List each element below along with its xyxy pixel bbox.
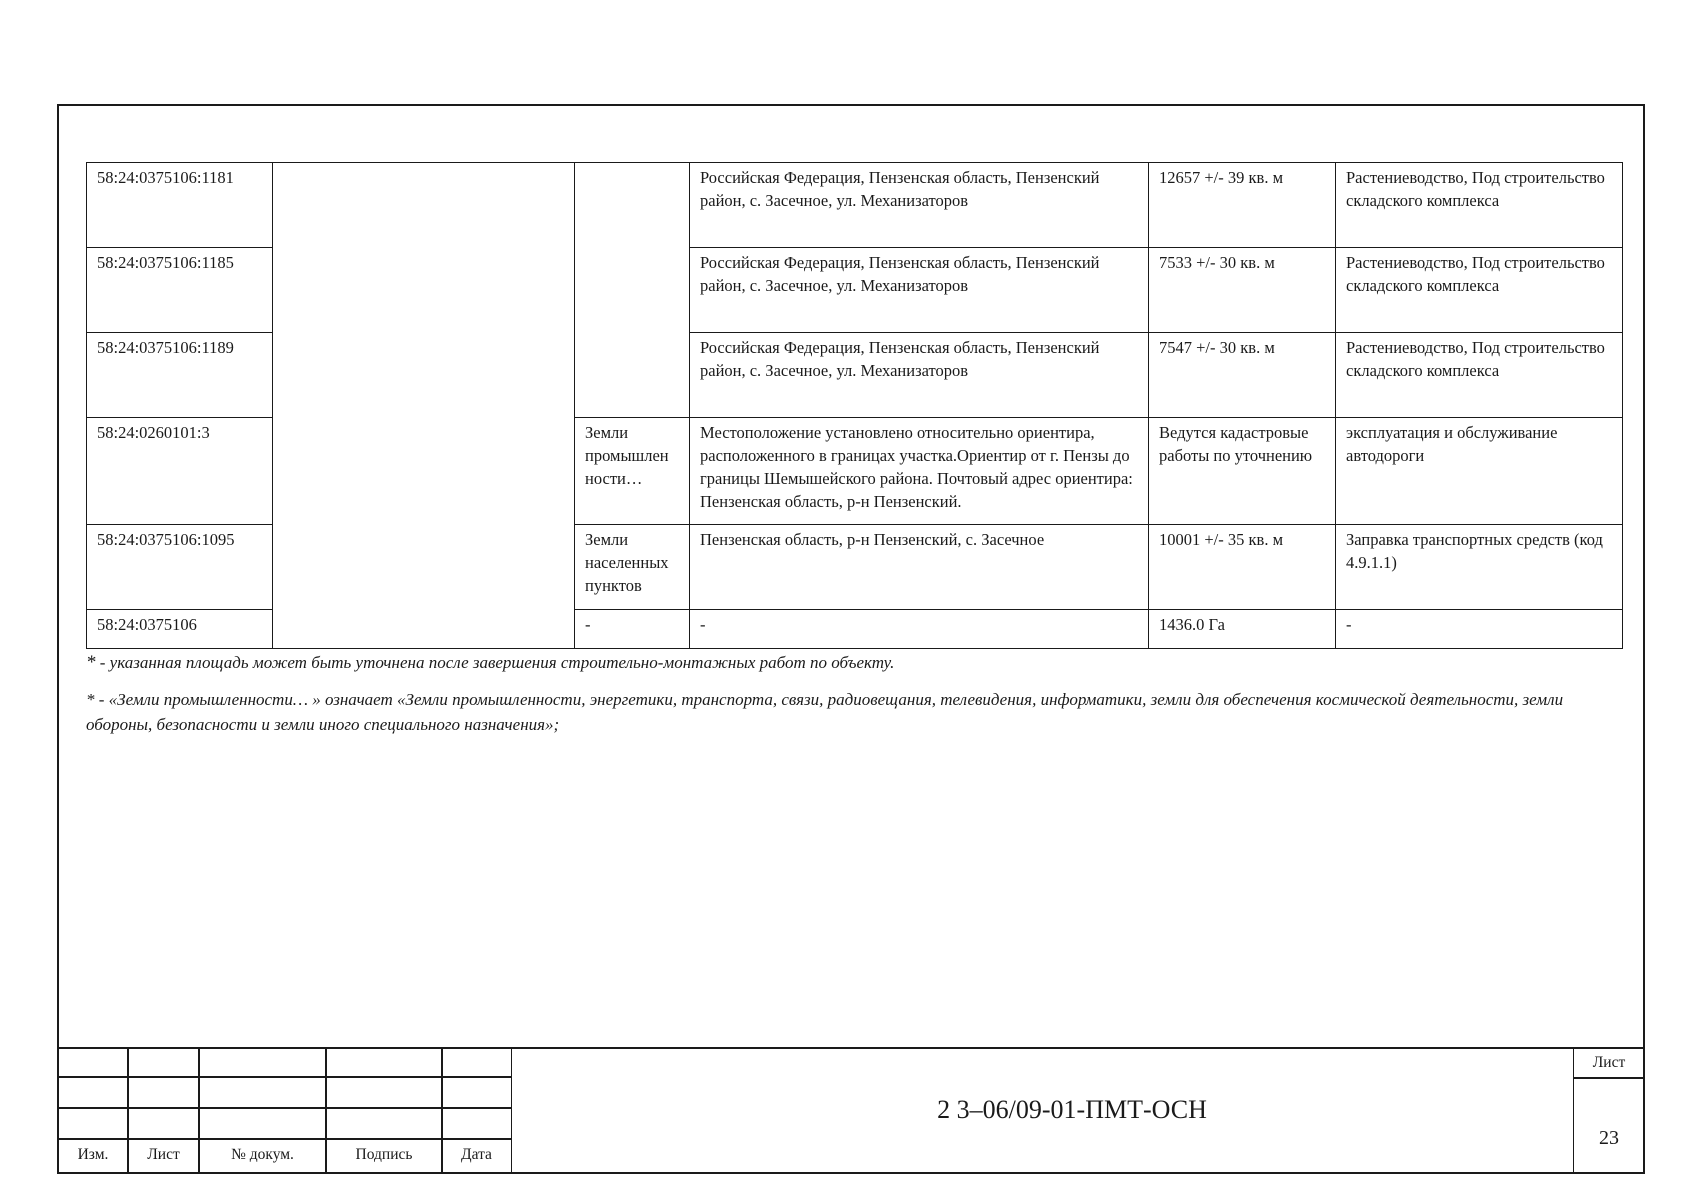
address: Местоположение установлено относительно ориентира, расположенного в границах участка.Ориентир от г. Пензы до границы Шемышейского района. Почтовый адрес ориентира: Пензенская область, р-н Пензенский. [690,418,1149,525]
stamp-cell [127,1047,200,1078]
cadastral-number: 58:24:0375106:1185 [87,248,273,333]
area: 10001 +/- 35 кв. м [1149,525,1336,610]
stamp-cell [441,1076,512,1109]
stamp-cell [57,1107,129,1140]
permitted-use: - [1336,610,1623,649]
permitted-use: эксплуатация и обслуживание автодороги [1336,418,1623,525]
sheet-number: 23 [1599,1127,1619,1149]
cadastral-number: 58:24:0375106 [87,610,273,649]
stamp-cell [57,1047,129,1078]
sheet-label: Лист [1592,1054,1626,1071]
land-category: Земли населенных пунктов [575,525,690,610]
land-category: Земли промышлен ности… [575,418,690,525]
cadastral-number: 58:24:0375106:1189 [87,333,273,418]
address: Российская Федерация, Пензенская область, Пензенский район, с. Засечное, ул. Механизаторов [690,248,1149,333]
permitted-use: Заправка транспортных средств (код 4.9.1.1) [1336,525,1623,610]
footnote-area [86,650,1616,675]
cadastral-number: 58:24:0375106:1181 [87,163,273,248]
sheet-number-cell [1573,1077,1645,1174]
footnote-area-text: - указанная площадь может быть уточнена после завершения строительно-монтажных работ по объекту. [95,653,895,672]
col-list-label: Лист [147,1146,180,1163]
merged-empty-cell [273,163,575,649]
permitted-use: Растениеводство, Под строительство складского комплекса [1336,163,1623,248]
title-block [57,1047,1645,1174]
stamp-cell [198,1047,327,1078]
stamp-cell [198,1107,327,1140]
document-code: 2 3–06/09-01-ПМТ-ОСН [937,1095,1207,1124]
stamp-cell [57,1076,129,1109]
address: Российская Федерация, Пензенская область, Пензенский район, с. Засечное, ул. Механизаторов [690,163,1149,248]
col-izm-label: Изм. [77,1146,109,1163]
stamp-cell [127,1107,200,1140]
cadastral-number: 58:24:0260101:3 [87,418,273,525]
land-category [575,163,690,418]
address: Пензенская область, р-н Пензенский, с. Засечное [690,525,1149,610]
stamp-cell [198,1076,327,1109]
footnote-land-category: * - «Земли промышленности… » означает «Земли промышленности, энергетики, транспорта, связи, радиовещания, телевидения, информатики, земли для обеспечения космической деятельности, земли обороны, безопасности и земли иного специального назначения»; [86,690,1564,734]
stamp-cell [127,1076,200,1109]
stamp-cell [325,1047,443,1078]
stamp-cell [325,1076,443,1109]
col-date-label: Дата [461,1146,492,1163]
area: 7547 +/- 30 кв. м [1149,333,1336,418]
land-category: - [575,610,690,649]
stamp-cell [441,1107,512,1140]
col-sign-label: Подпись [355,1146,413,1163]
area: 1436.0 Га [1149,610,1336,649]
area: 12657 +/- 39 кв. м [1149,163,1336,248]
permitted-use: Растениеводство, Под строительство складского комплекса [1336,333,1623,418]
permitted-use: Растениеводство, Под строительство складского комплекса [1336,248,1623,333]
address: Российская Федерация, Пензенская область, Пензенский район, с. Засечное, ул. Механизаторов [690,333,1149,418]
stamp-cell [441,1047,512,1078]
cadastral-number: 58:24:0375106:1095 [87,525,273,610]
stamp-cell [325,1107,443,1140]
table-row [87,163,1623,248]
address: - [690,610,1149,649]
land-plots-table [86,162,1623,649]
area: 7533 +/- 30 кв. м [1149,248,1336,333]
footnote-star: * [86,652,96,673]
area: Ведутся кадастровые работы по уточнению [1149,418,1336,525]
col-doc-label: № докум. [231,1146,294,1163]
footnotes [86,650,1616,749]
